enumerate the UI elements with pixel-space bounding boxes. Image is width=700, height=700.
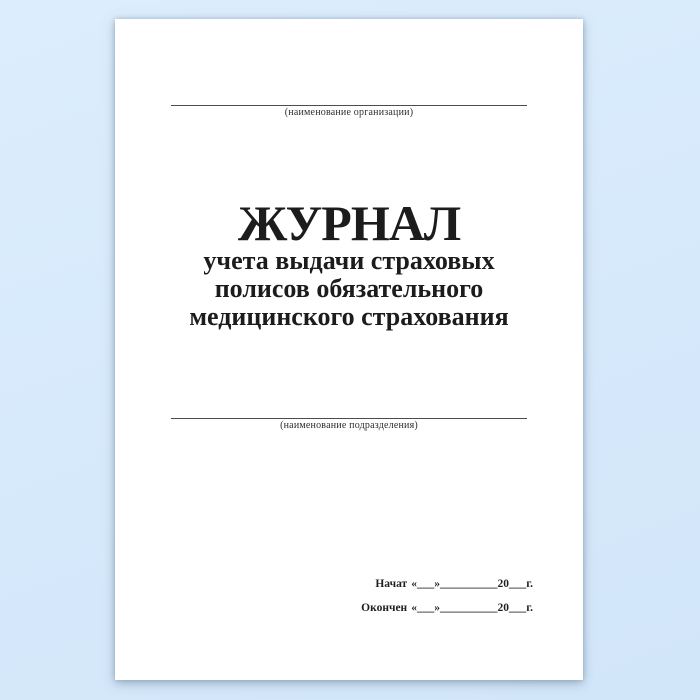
journal-cover-page [115,19,583,680]
date-finished-value: «___»__________20___г. [411,602,533,614]
journal-subtitle-line-2: полисов обязательного [214,274,484,303]
date-started-row [361,577,533,592]
organization-line-block [171,105,527,119]
date-finished-row [361,601,533,616]
journal-subtitle-line-3: медицинского страхования [189,302,509,331]
journal-title: ЖУРНАЛ [237,195,461,251]
journal-subtitle-line-1: учета выдачи страховых [203,246,495,275]
department-line-caption: (наименование подразделения) [280,420,418,431]
title-block [115,195,583,331]
organization-signature-line [171,105,527,106]
date-started-label: Начат [375,578,408,590]
date-finished-label: Окончен [361,602,408,614]
dates-block [361,577,533,616]
department-signature-line [171,418,527,419]
date-started-value: «___»__________20___г. [411,578,533,590]
department-line-block [171,418,527,432]
journal-subtitle [115,247,583,331]
organization-line-caption: (наименование организации) [284,107,414,118]
